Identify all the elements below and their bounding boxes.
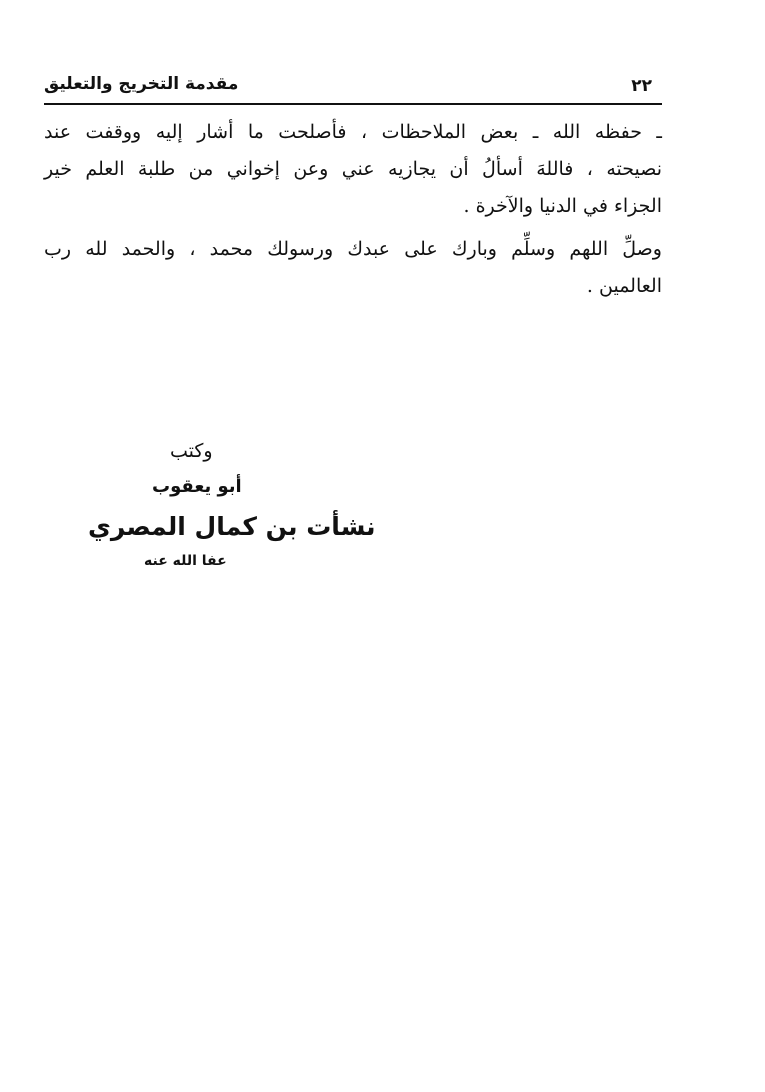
page-header: [44, 74, 662, 102]
paragraph: [44, 114, 662, 225]
text-line: ـ حفظه الله ـ بعض الملاحظات ، فأصلحت ما أشار إليه ووقفت عند: [44, 121, 662, 143]
text-line: الجزاء في الدنيا والآخرة .: [463, 195, 662, 217]
text-line: نصيحته ، فاللهَ أسألُ أن يجازيه عني وعن إخواني من طلبة العلم خير: [44, 158, 662, 180]
text-line: العالمين .: [586, 275, 662, 297]
signature-wrote: وكتب: [170, 440, 213, 462]
text-line: وصلِّ اللهم وسلِّم وبارك على عبدك ورسولك محمد ، والحمد لله رب: [44, 238, 662, 260]
header-rule: [44, 103, 662, 105]
signature-kunya: أبو يعقوب: [152, 476, 242, 497]
body-text: [44, 114, 662, 305]
page-number: ٢٢: [631, 76, 652, 96]
running-title: مقدمة التخريج والتعليق: [44, 74, 239, 94]
signature-name: نشأت بن كمال المصري: [88, 512, 376, 541]
paragraph: [44, 231, 662, 305]
signature-prayer: عفا الله عنه: [144, 553, 227, 569]
